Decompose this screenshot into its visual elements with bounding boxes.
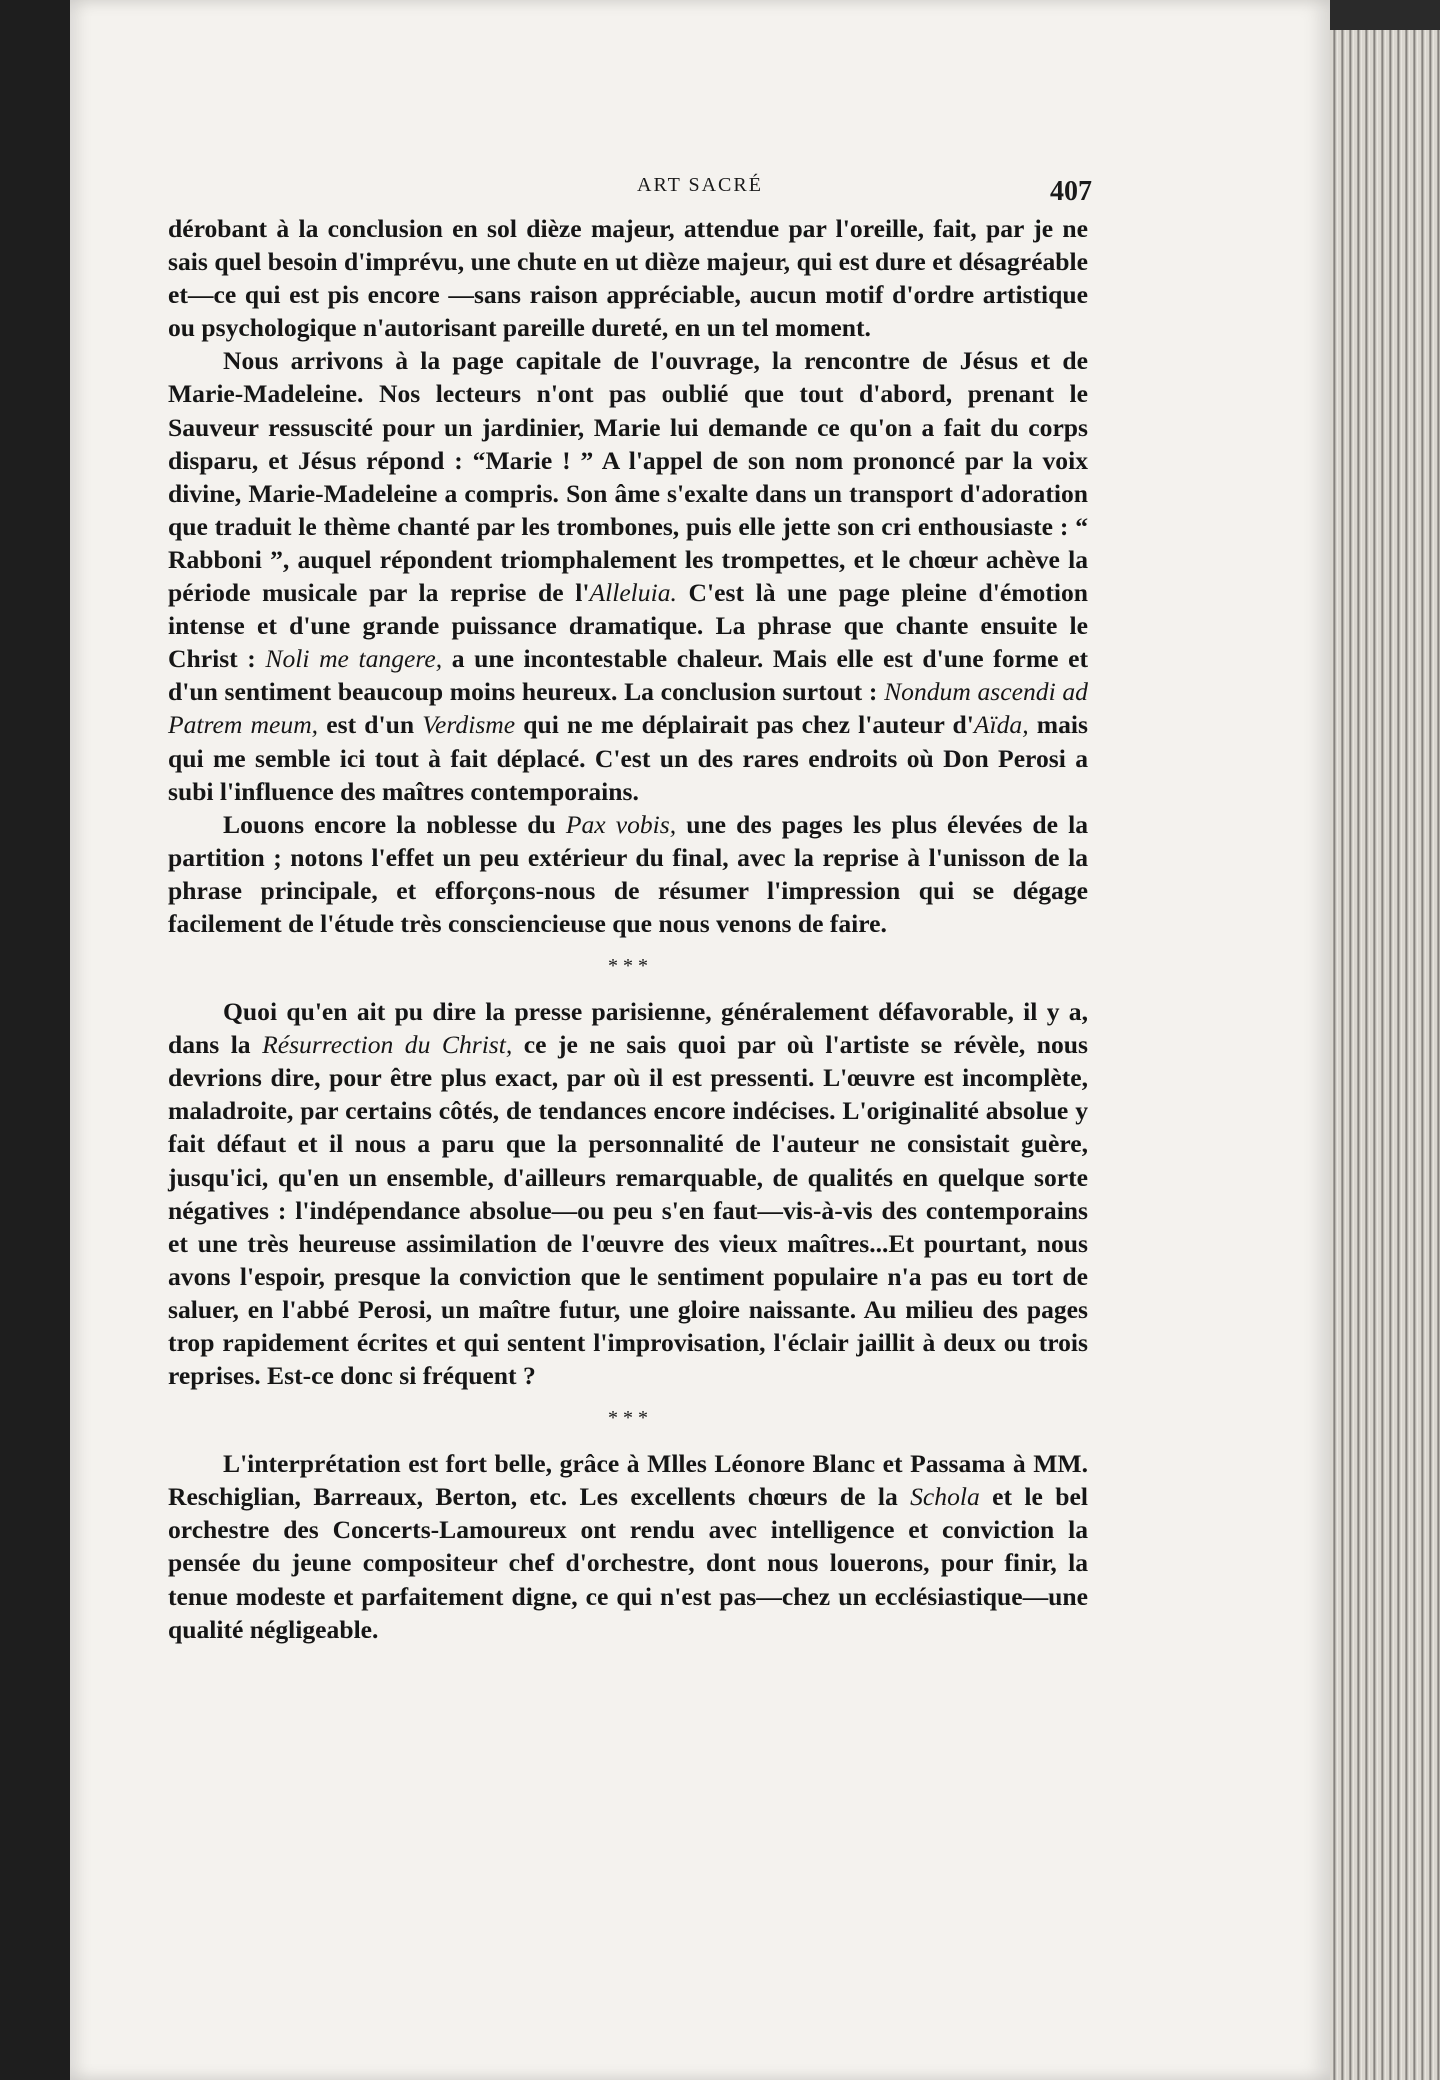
italic-run: Résurrection du Christ, (262, 1030, 513, 1060)
section-separator: * * * (608, 1407, 648, 1430)
italic-run: Verdisme (422, 710, 516, 740)
italic-run: Schola (910, 1482, 980, 1512)
running-title: ART SACRÉ (637, 174, 763, 196)
paragraph (168, 808, 1088, 940)
page-number: 407 (1050, 176, 1092, 207)
book-edge-shadow (1330, 0, 1440, 30)
book-page-edges (1330, 30, 1440, 2080)
section-separator: * * * (608, 955, 648, 978)
italic-run: Pax vobis, (565, 809, 677, 839)
text-run: ce je ne sais quoi par où l'artiste se révèle, nous devrions dire, pour être plus exact, par où il est pressenti. L'œuvre est incomplète, maladroite, par certains côtés, de tendances encore indécises. L'originalité absolue y fait défaut et il nous a paru que la personnalité de l'auteur ne consistait guère, jusqu'ici, qu'en un ensemble, d'ailleurs remarquable, de qualités en quelque sorte négatives : l'indépendance absolue—ou peu s'en faut—vis-à-vis des contemporains et une très heureuse assimilation de l'œuvre des vieux maîtres...Et pourtant, nous avons l'espoir, presque la conviction que le sentiment populaire n'a pas eu tort de saluer, en l'abbé Perosi, un maître futur, une gloire naissante. Au milieu des pages trop rapidement écrites et qui sentent l'improvisation, l'éclair jaillit à deux ou trois reprises. Est-ce donc si fréquent ? (168, 1030, 1088, 1391)
italic-run: Nondum ascendi ad Patrem meum, (168, 677, 1088, 740)
text-run: L'interprétation est fort belle, grâce à Mlles Léonore Blanc et Passama à MM. Reschiglian, Barreaux, Berton, etc. Les excellents chœurs de la (168, 1449, 1088, 1512)
text-run: C'est là une page pleine d'émotion intense et d'une grande puissance dramatique. La phrase que chante ensuite le Christ : (168, 578, 1088, 674)
text-run: qui ne me déplairait pas chez l'auteur d' (515, 710, 974, 740)
paragraph (168, 995, 1088, 1392)
paragraph (168, 1447, 1088, 1646)
text-run: dérobant à la conclusion en sol dièze majeur, attendue par l'oreille, fait, par je ne sais quel besoin d'imprévu, une chute en ut dièze majeur, qui est dure et désagréable et—ce qui est pis encore —sans raison appréciable, aucun motif d'ordre artistique ou psychologique n'autorisant pareille dureté, en un tel moment. (168, 214, 1088, 343)
text-run: une des pages les plus élevées de la partition ; notons l'effet un peu extérieur du final, avec la reprise à l'unisson de la phrase principale, et efforçons-nous de résumer l'impression qui se dégage facilement de l'étude très consciencieuse que nous venons de faire. (168, 809, 1089, 938)
paragraph (168, 344, 1088, 807)
text-run: mais qui me semble ici tout à fait déplacé. C'est un des rares endroits où Don Perosi a subi l'influence des maîtres contemporains. (168, 710, 1088, 806)
italic-run: Alleluia. (589, 578, 677, 608)
italic-run: Aïda, (973, 710, 1029, 740)
text-run: et le bel orchestre des Concerts-Lamoureux ont rendu avec intelligence et conviction la pensée du jeune compositeur chef d'orchestre, dont nous louerons, pour finir, la tenue modeste et parfaitement digne, ce qui n'est pas—chez un ecclésiastique—une qualité négligeable. (168, 1482, 1088, 1644)
text-run: Quoi qu'en ait pu dire la presse parisienne, généralement défavorable, il y a, dans la (168, 997, 1088, 1060)
body-text (168, 212, 1088, 1646)
text-run: Louons encore la noblesse du (223, 809, 566, 839)
text-run: est d'un (318, 710, 423, 740)
paragraph (168, 212, 1088, 344)
text-run: Nous arrivons à la page capitale de l'ouvrage, la rencontre de Jésus et de Marie-Madeleine. Nos lecteurs n'ont pas oublié que tout d'abord, prenant le Sauveur ressuscité pour un jardinier, Marie lui demande ce qu'on a fait du corps disparu, et Jésus répond : “Marie ! ” A l'appel de son nom prononcé par la voix divine, Marie-Madeleine a compris. Son âme s'exalte dans un transport d'adoration que traduit le thème chanté par les trombones, puis elle jette son cri enthousiaste : “ Rabboni ”, auquel répondent triomphalement les trompettes, et le chœur achève la période musicale par la reprise de l' (168, 346, 1088, 608)
italic-run: Noli me tangere, (265, 644, 443, 674)
text-run: a une incontestable chaleur. Mais elle est d'une forme et d'un sentiment beaucoup moins heureux. La conclusion surtout : (168, 644, 1089, 707)
